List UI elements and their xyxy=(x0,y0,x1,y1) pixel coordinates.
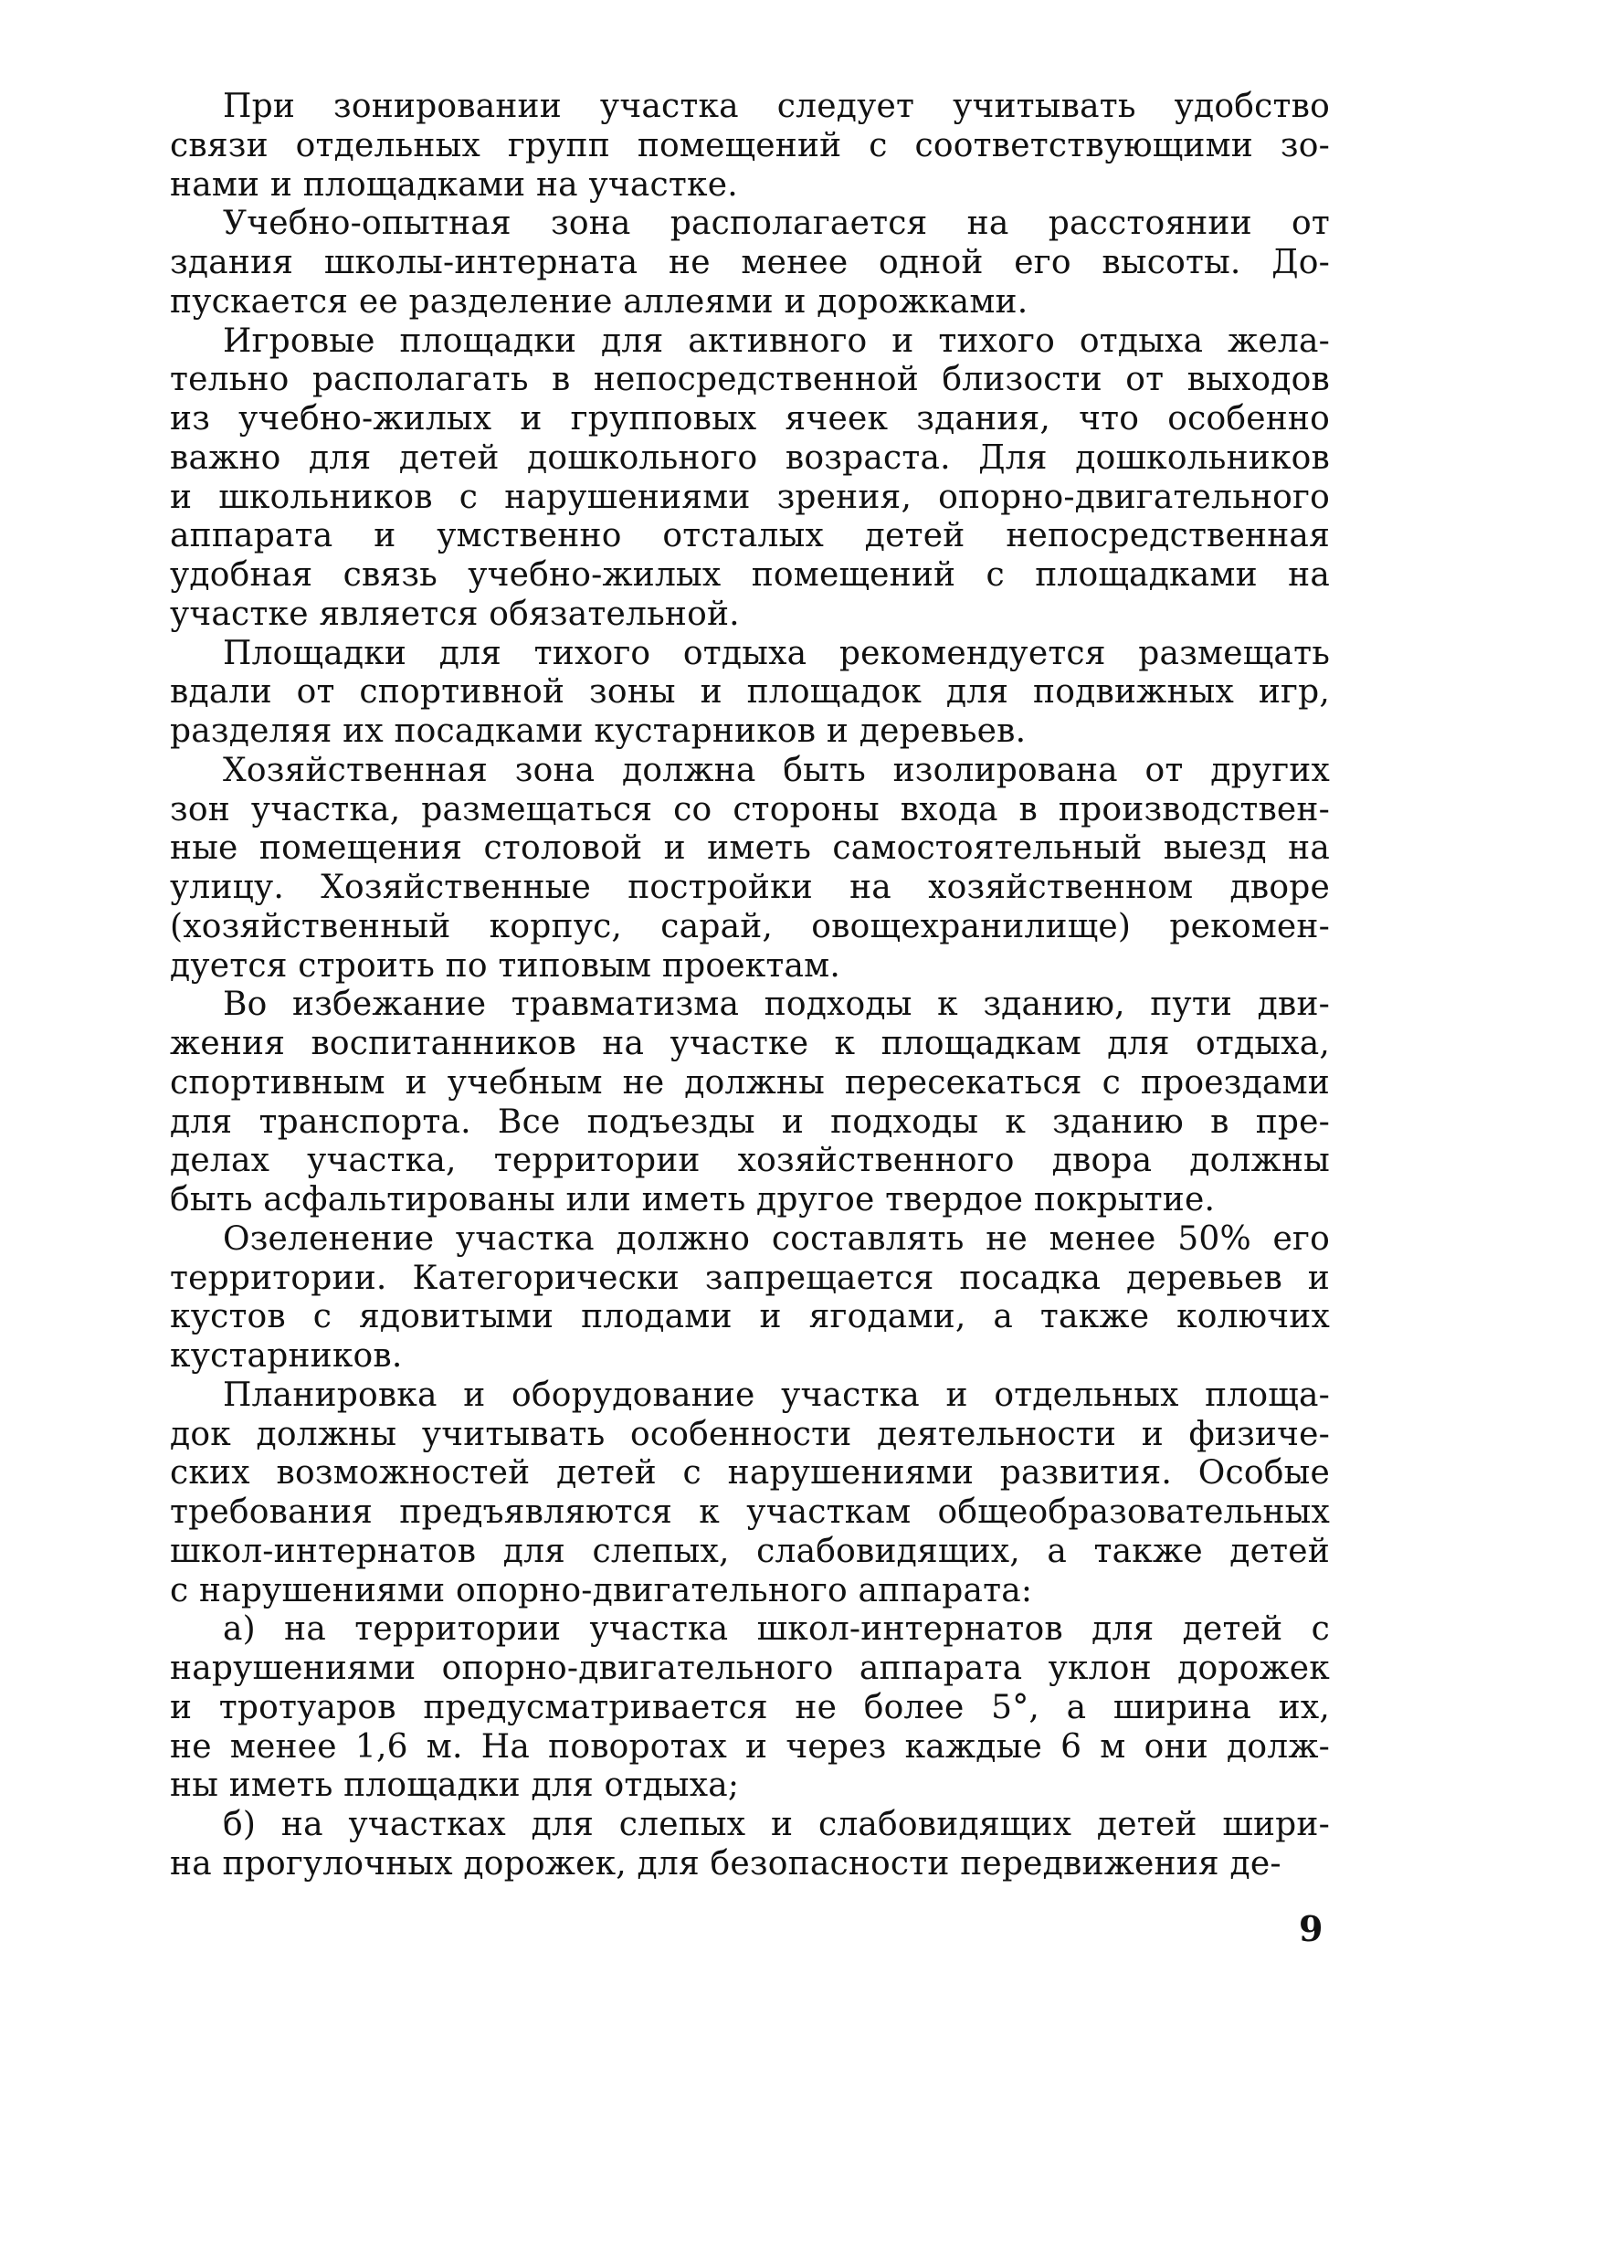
text-line: Озеленение участка должно составлять не менее 50% его xyxy=(223,1219,1330,1258)
text-line: ные помещения столовой и иметь самостоятельный выезд на xyxy=(170,829,1330,868)
text-line: участке является обязательной. xyxy=(170,595,740,633)
text-line: и школьников с нарушениями зрения, опорно-двигательного xyxy=(170,478,1330,516)
text-line: док должны учитывать особенности деятельности и физиче- xyxy=(170,1415,1330,1453)
text-line: школ-интернатов для слепых, слабовидящих, а также детей xyxy=(170,1532,1330,1570)
text-line: пускается ее разделение аллеями и дорожками. xyxy=(170,282,1028,321)
text-line: кустов с ядовитыми плодами и ягодами, а также колючих xyxy=(170,1298,1330,1336)
text-line: и тротуаров предусматривается не более 5°, а ширина их, xyxy=(170,1688,1330,1726)
text-line: для транспорта. Все подъезды и подходы к зданию в пре- xyxy=(170,1102,1330,1141)
text-line: жения воспитанников на участке к площадкам для отдыха, xyxy=(170,1025,1330,1062)
text-line: а) на территории участка школ-интернатов для детей с xyxy=(223,1610,1330,1649)
text-line: кустарников. xyxy=(170,1337,403,1375)
text-line: вдали от спортивной зоны и площадок для подвижных игр, xyxy=(170,673,1330,712)
text-line: При зонировании участка следует учитывать удобство xyxy=(223,88,1330,125)
text-line: Хозяйственная зона должна быть изолирована от других xyxy=(223,751,1330,789)
text-line: нарушениями опорно-двигательного аппарата уклон дорожек xyxy=(170,1650,1330,1687)
text-line: не менее 1,6 м. На поворотах и через каждые 6 м они долж- xyxy=(170,1727,1330,1766)
text-line: на прогулочных дорожек, для безопасности передвижения де- xyxy=(170,1844,1281,1883)
text-line: связи отдельных групп помещений с соответствующими зо- xyxy=(170,126,1330,164)
text-line: аппарата и умственно отсталых детей непосредственная xyxy=(170,517,1330,555)
text-line: ских возможностей детей с нарушениями развития. Особые xyxy=(170,1454,1330,1493)
text-line: быть асфальтированы или иметь другое твердое покрытие. xyxy=(170,1181,1216,1218)
text-line: Игровые площадки для активного и тихого отдыха жела- xyxy=(223,322,1330,360)
text-line: ны иметь площадки для отдыха; xyxy=(170,1767,740,1805)
text-line: территории. Категорически запрещается посадка деревьев и xyxy=(170,1259,1330,1297)
text-line: зон участка, размещаться со стороны входа в производствен- xyxy=(170,790,1330,828)
text-line: с нарушениями опорно-двигательного аппарата: xyxy=(170,1571,1033,1609)
text-line: спортивным и учебным не должны пересекаться с проездами xyxy=(170,1063,1330,1102)
text-line: (хозяйственный корпус, сарай, овощехранилище) рекомен- xyxy=(170,907,1330,945)
text-line: важно для детей дошкольного возраста. Для дошкольников xyxy=(170,438,1330,477)
page-number: 9 xyxy=(1299,1908,1323,1949)
text-line: Площадки для тихого отдыха рекомендуется размещать xyxy=(223,634,1330,672)
text-line: б) на участках для слепых и слабовидящих детей шири- xyxy=(223,1806,1330,1843)
text-line: Учебно-опытная зона располагается на расстоянии от xyxy=(223,205,1330,243)
text-line: тельно располагать в непосредственной близости от выходов xyxy=(170,361,1330,399)
text-line: Во избежание травматизма подходы к зданию, пути дви- xyxy=(223,986,1330,1024)
text-line: разделяя их посадками кустарников и деревьев. xyxy=(170,712,1027,750)
text-line: Планировка и оборудование участка и отдельных площа- xyxy=(223,1376,1330,1414)
text-line: удобная связь учебно-жилых помещений с площадками на xyxy=(170,556,1330,594)
text-line: из учебно-жилых и групповых ячеек здания, что особенно xyxy=(170,400,1330,438)
body-text xyxy=(170,88,1330,1884)
text-line: нами и площадками на участке. xyxy=(170,165,738,204)
text-line: дуется строить по типовым проектам. xyxy=(170,946,841,985)
text-line: улицу. Хозяйственные постройки на хозяйственном дворе xyxy=(170,869,1330,906)
text-line: делах участка, территории хозяйственного двора должны xyxy=(170,1142,1330,1180)
text-line: требования предъявляются к участкам общеобразовательных xyxy=(170,1493,1330,1531)
text-line: здания школы-интерната не менее одной его высоты. До- xyxy=(170,244,1330,281)
